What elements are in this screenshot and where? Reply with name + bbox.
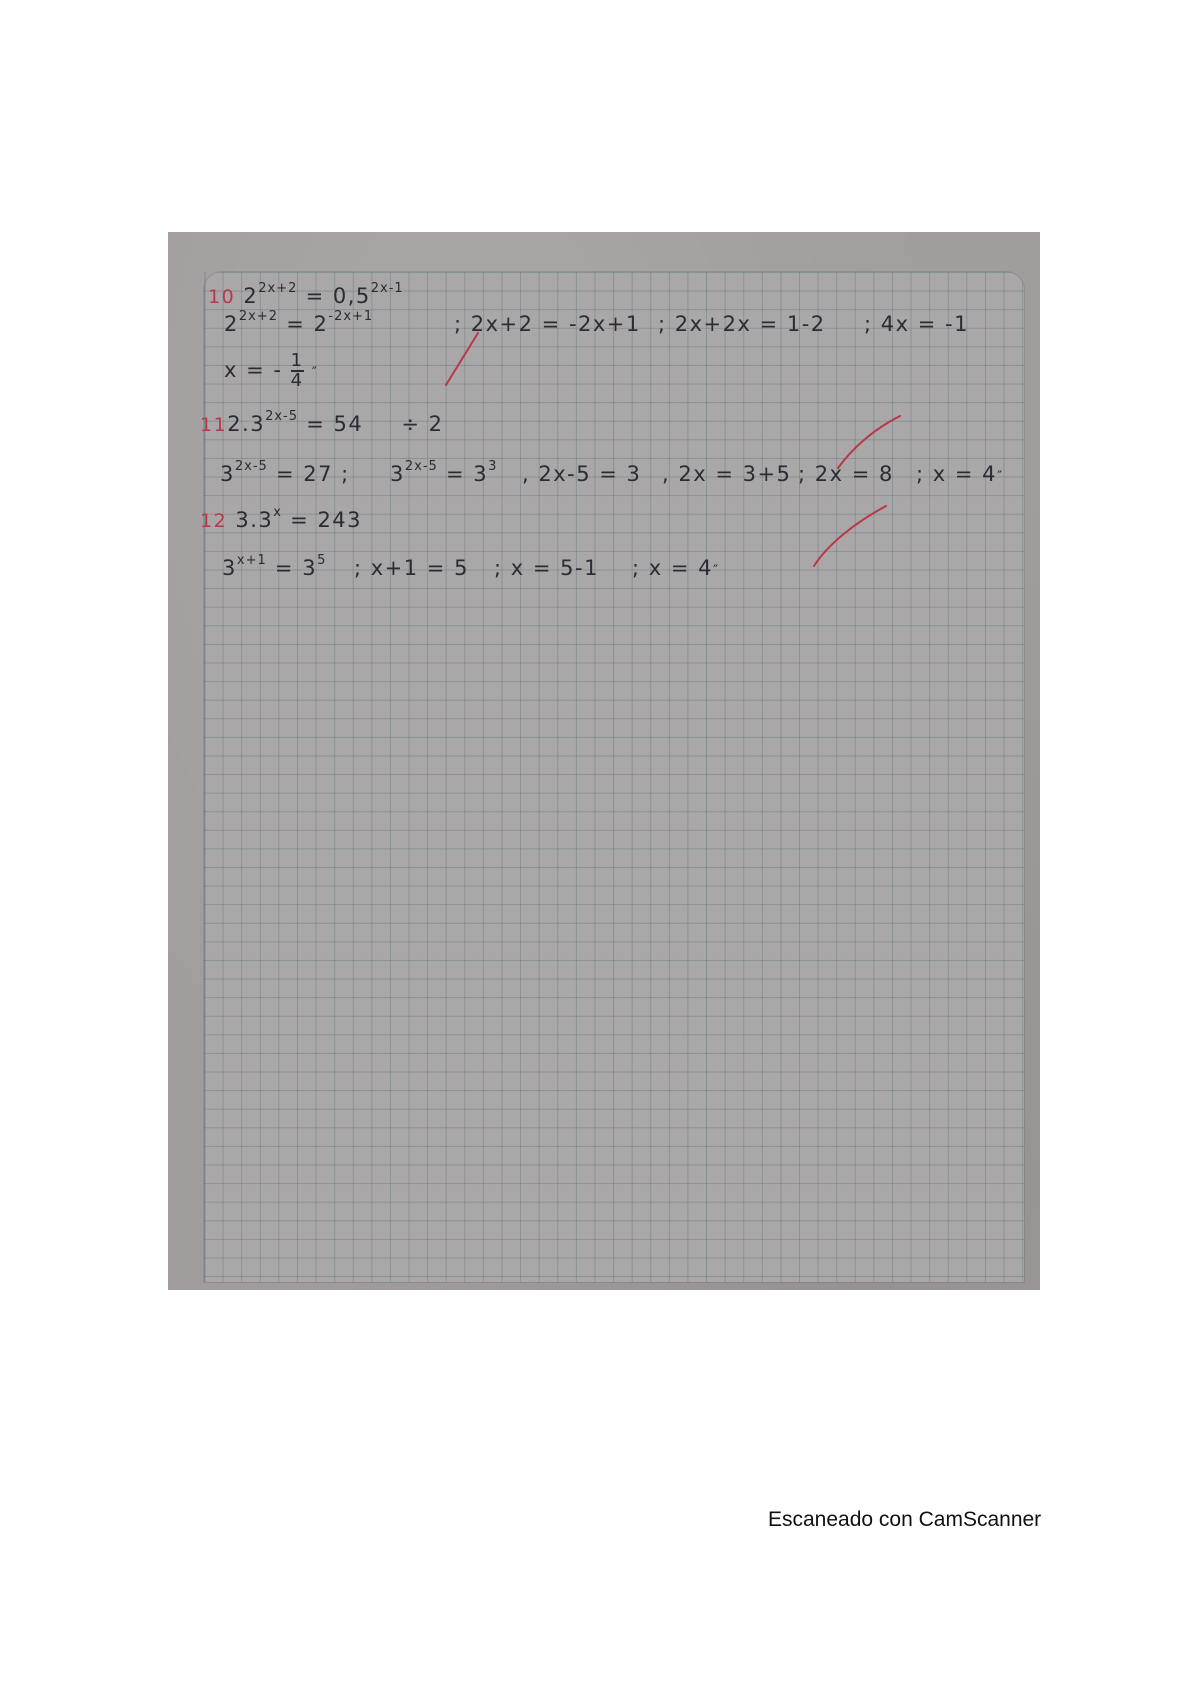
base: 3	[302, 556, 318, 580]
base: 3	[220, 462, 235, 486]
operation-note: ÷ 2	[401, 412, 444, 436]
numerator: 1	[290, 350, 304, 371]
problem-11-step-5: ; 2x = 8	[798, 462, 894, 486]
problem-10-step-4: ; 4x = -1	[864, 312, 969, 336]
answer: ; x = 4	[916, 462, 997, 486]
answer: ; x = 4	[632, 556, 713, 580]
base: 3	[222, 556, 237, 580]
exponent: 2x-5	[234, 459, 268, 474]
problem-10-statement	[208, 281, 404, 308]
graph-paper-sheet	[200, 272, 1024, 1282]
problem-11-step-4: , 2x = 3+5	[662, 462, 792, 486]
exponent: 5	[317, 553, 327, 568]
problem-10-step-1	[224, 309, 374, 336]
problem-number: 11	[200, 414, 228, 436]
exponent: 2x-5	[265, 409, 299, 424]
exponent: 2x+2	[238, 309, 279, 324]
exponent: 2x+2	[258, 281, 298, 296]
lhs: 2.3	[227, 412, 266, 436]
exponent: -2x+1	[328, 309, 374, 324]
base: 2	[224, 312, 239, 336]
problem-number: 10	[208, 286, 236, 308]
correction-check-mark	[810, 502, 890, 572]
problem-11-statement	[200, 409, 444, 436]
rhs: = 243	[290, 508, 363, 532]
denominator: 4	[290, 370, 304, 391]
camscanner-footer: Escaneado con CamScanner	[768, 1508, 1042, 1531]
equals-sign: =	[286, 312, 306, 336]
lhs: 3.3	[235, 508, 274, 532]
problem-12-statement	[200, 505, 363, 532]
problem-11-step-3: , 2x-5 = 3	[522, 462, 642, 486]
exponent: 2x-1	[370, 281, 404, 296]
problem-number: 12	[200, 510, 228, 532]
rhs: = 54	[306, 412, 364, 436]
problem-11-step-1	[220, 459, 350, 486]
problem-12-step-4	[632, 556, 720, 580]
exponent: x+1	[236, 553, 267, 568]
scanned-photo	[168, 232, 1040, 1290]
base: 2	[313, 312, 329, 336]
base: 0,5	[332, 284, 371, 308]
problem-12-step-3: ; x = 5-1	[494, 556, 599, 580]
answer-mark: ″	[713, 563, 720, 579]
base: 2	[243, 284, 259, 308]
rhs: = 27 ;	[276, 462, 350, 486]
problem-10-step-3: ; 2x+2x = 1-2	[658, 312, 826, 336]
problem-10-answer	[224, 352, 319, 390]
base: 3	[473, 462, 489, 486]
problem-12-step-1	[222, 553, 327, 580]
answer-mark: ″	[997, 469, 1004, 485]
problem-12-step-2: ; x+1 = 5	[354, 556, 469, 580]
correction-check-mark	[834, 412, 904, 472]
problem-11-step-6	[916, 462, 1004, 486]
exponent: x	[273, 505, 282, 520]
answer-prefix: x = -	[224, 358, 283, 382]
equals-sign: =	[305, 284, 325, 308]
problem-11-step-2	[390, 459, 498, 486]
base: 3	[390, 462, 405, 486]
equals-sign: =	[446, 462, 466, 486]
answer-mark: ″	[311, 365, 319, 381]
equals-sign: =	[274, 556, 295, 580]
correction-check-mark	[444, 327, 484, 387]
exponent: 3	[488, 459, 498, 474]
fraction	[291, 352, 304, 390]
exponent: 2x-5	[404, 459, 438, 474]
problem-10-step-2: ; 2x+2 = -2x+1	[454, 312, 641, 336]
